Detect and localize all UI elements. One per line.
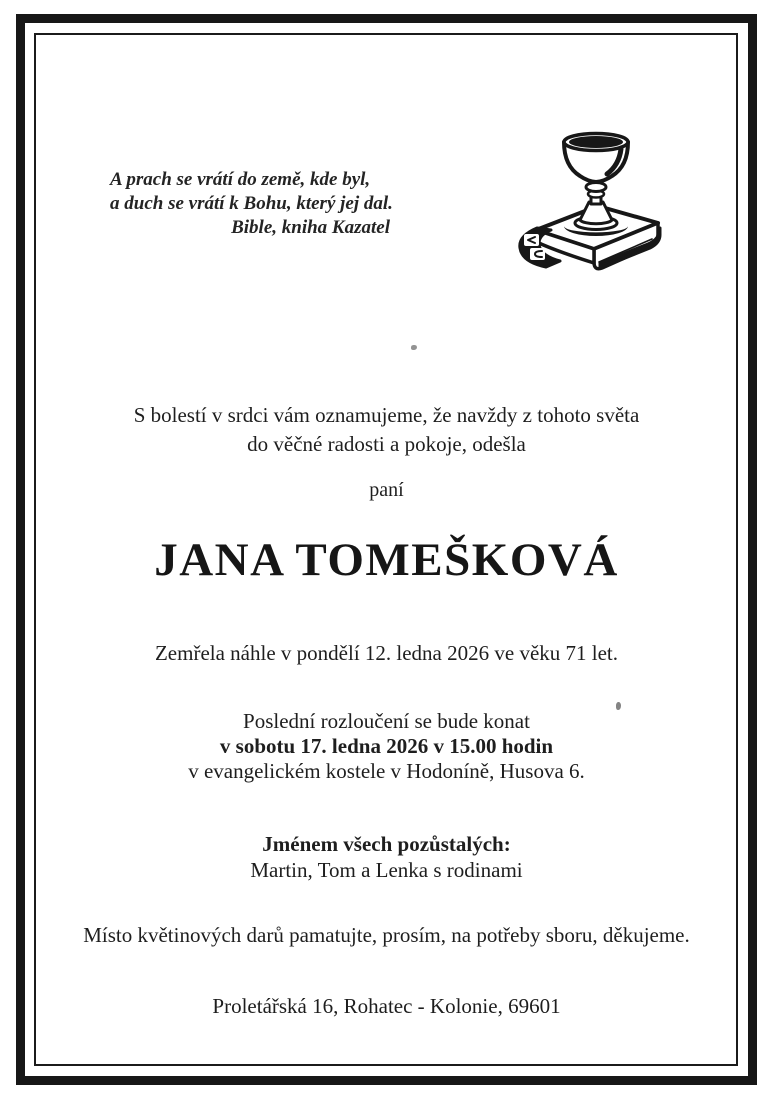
farewell-line-1: Poslední rozloučení se bude konat bbox=[243, 709, 530, 733]
chalice-on-bible-icon bbox=[508, 122, 668, 288]
death-notice: Zemřela náhle v pondělí 12. ledna 2026 ve věku 71 let. bbox=[154, 641, 619, 665]
survivors-heading: Jménem všech pozůstalých: bbox=[262, 832, 511, 856]
announcement-line-1: S bolestí v srdci vám oznamujeme, že navždy z tohoto světa bbox=[133, 403, 640, 427]
epigraph-line-1: A prach se vrátí do země, kde byl, bbox=[110, 169, 371, 190]
announcement-text bbox=[0, 401, 773, 459]
announcement-line-2: do věčné radosti a pokoje, odešla bbox=[247, 432, 526, 456]
farewell-details bbox=[0, 709, 773, 784]
farewell-date-time: v sobotu 17. ledna 2026 v 15.00 hodin bbox=[219, 734, 554, 758]
address-line: Proletářská 16, Rohatec - Kolonie, 69601 bbox=[212, 994, 561, 1018]
survivors-names: Martin, Tom a Lenka s rodinami bbox=[250, 858, 523, 882]
deceased-name: JANA TOMEŠKOVÁ bbox=[154, 534, 619, 586]
epigraph-quote bbox=[110, 168, 408, 240]
farewell-location: v evangelickém kostele v Hodoníně, Husova 6. bbox=[188, 759, 585, 783]
donation-note: Místo květinových darů pamatujte, prosím, na potřeby sboru, děkujeme. bbox=[83, 923, 690, 947]
epigraph-line-2: a duch se vrátí k Bohu, který jej dal. bbox=[110, 193, 393, 214]
epigraph-attribution: Bible, kniha Kazatel bbox=[231, 217, 390, 238]
survivors-block bbox=[0, 831, 773, 883]
honorific: paní bbox=[369, 479, 404, 501]
